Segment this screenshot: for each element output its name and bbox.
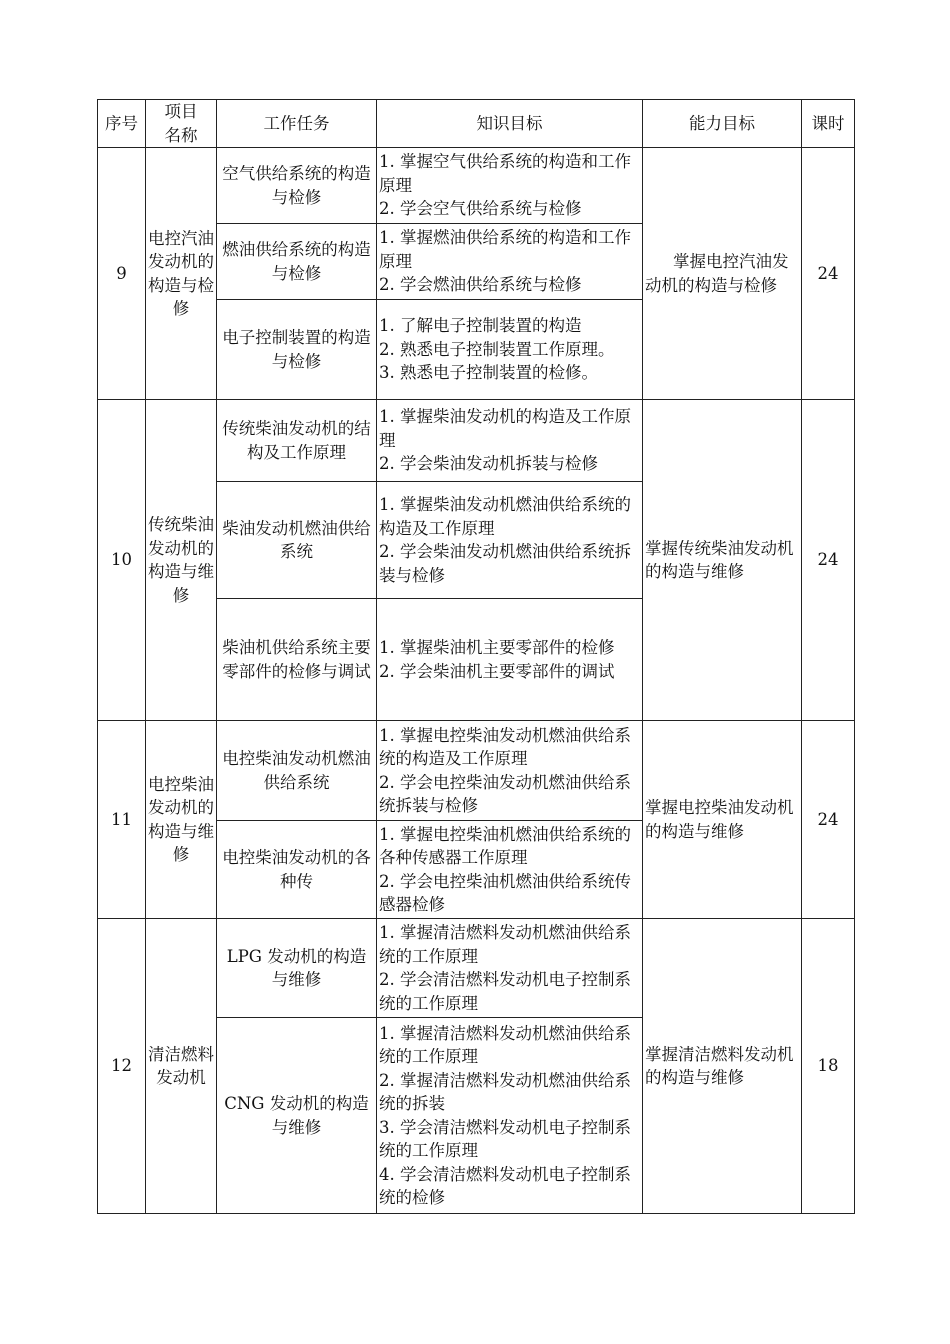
knowledge-item: 2. 学会柴油发动机燃油供给系统拆装与检修 [379, 542, 631, 585]
knowledge-cell [377, 919, 643, 1018]
project-name: 电控柴油发动机的构造与维修 [146, 721, 217, 919]
knowledge-item: 2. 学会燃油供给系统与检修 [379, 275, 582, 295]
knowledge-item: 2. 学会柴油机主要零部件的调试 [379, 661, 615, 681]
knowledge-cell [377, 482, 643, 599]
knowledge-cell [377, 400, 643, 482]
table-row [98, 400, 855, 482]
hours-cell: 24 [802, 400, 855, 721]
task-cell: 空气供给系统的构造与检修 [217, 148, 377, 224]
knowledge-item: 2. 掌握清洁燃料发动机燃油供给系统的拆装 [379, 1070, 631, 1113]
row-number: 12 [98, 919, 146, 1214]
table-row [98, 721, 855, 821]
task-cell: 电子控制装置的构造与检修 [217, 300, 377, 400]
project-name: 电控汽油发动机的构造与检修 [146, 148, 217, 400]
knowledge-item: 4. 学会清洁燃料发动机电子控制系统的检修 [379, 1164, 631, 1207]
task-cell: 柴油机供给系统主要零部件的检修与调试 [217, 599, 377, 721]
knowledge-item: 1. 掌握清洁燃料发动机燃油供给系统的工作原理 [379, 1023, 631, 1066]
row-number: 9 [98, 148, 146, 400]
knowledge-item: 1. 掌握电控柴油机燃油供给系统的各种传感器工作原理 [379, 824, 631, 867]
project-name: 传统柴油发动机的构造与维修 [146, 400, 217, 721]
knowledge-item: 1. 掌握清洁燃料发动机燃油供给系统的工作原理 [379, 923, 631, 966]
task-cell: 电控柴油发动机燃油供给系统 [217, 721, 377, 821]
knowledge-item: 3. 学会清洁燃料发动机电子控制系统的工作原理 [379, 1117, 631, 1160]
table-row [98, 919, 855, 1018]
knowledge-item: 2. 学会柴油发动机拆装与检修 [379, 454, 598, 474]
task-cell: 传统柴油发动机的结构及工作原理 [217, 400, 377, 482]
header-no: 序号 [98, 100, 146, 148]
knowledge-item: 1. 掌握柴油机主要零部件的检修 [379, 638, 615, 657]
knowledge-cell [377, 599, 643, 721]
task-cell: 电控柴油发动机的各种传 [217, 821, 377, 919]
hours-cell: 24 [802, 721, 855, 919]
hours-cell: 18 [802, 919, 855, 1214]
task-cell: LPG 发动机的构造与维修 [217, 919, 377, 1018]
knowledge-item: 2. 学会清洁燃料发动机电子控制系统的工作原理 [379, 970, 631, 1013]
knowledge-item: 3. 熟悉电子控制装置的检修。 [379, 363, 598, 383]
task-cell: 柴油发动机燃油供给系统 [217, 482, 377, 599]
ability-cell: 掌握电控汽油发动机的构造与检修 [643, 148, 802, 400]
knowledge-item: 1. 掌握燃油供给系统的构造和工作原理 [379, 228, 631, 271]
ability-cell: 掌握电控柴油发动机的构造与维修 [643, 721, 802, 919]
knowledge-cell [377, 821, 643, 919]
header-project: 项目名称 [146, 100, 217, 148]
knowledge-item: 1. 掌握空气供给系统的构造和工作原理 [379, 152, 631, 195]
task-cell: CNG 发动机的构造与维修 [217, 1018, 377, 1214]
knowledge-item: 1. 了解电子控制装置的构造 [379, 316, 582, 336]
knowledge-item: 2. 熟悉电子控制装置工作原理。 [379, 339, 615, 359]
knowledge-item: 2. 学会空气供给系统与检修 [379, 199, 582, 219]
knowledge-cell [377, 224, 643, 300]
knowledge-cell [377, 148, 643, 224]
knowledge-item: 2. 学会电控柴油机燃油供给系统传感器检修 [379, 871, 631, 914]
course-table [97, 99, 855, 1214]
header-task: 工作任务 [217, 100, 377, 148]
knowledge-item: 1. 掌握电控柴油发动机燃油供给系统的构造及工作原理 [379, 725, 631, 768]
row-number: 11 [98, 721, 146, 919]
ability-cell: 掌握清洁燃料发动机的构造与维修 [643, 919, 802, 1214]
knowledge-item: 2. 学会电控柴油发动机燃油供给系统拆装与检修 [379, 772, 631, 815]
header-row [98, 100, 855, 148]
row-number: 10 [98, 400, 146, 721]
header-knowledge: 知识目标 [377, 100, 643, 148]
hours-cell: 24 [802, 148, 855, 400]
knowledge-cell [377, 300, 643, 400]
knowledge-cell [377, 1018, 643, 1214]
knowledge-item: 1. 掌握柴油发动机燃油供给系统的构造及工作原理 [379, 495, 631, 538]
table-row [98, 148, 855, 224]
header-ability: 能力目标 [643, 100, 802, 148]
knowledge-item: 1. 掌握柴油发动机的构造及工作原理 [379, 407, 631, 450]
ability-cell: 掌握传统柴油发动机的构造与维修 [643, 400, 802, 721]
task-cell: 燃油供给系统的构造与检修 [217, 224, 377, 300]
project-name: 清洁燃料发动机 [146, 919, 217, 1214]
knowledge-cell [377, 721, 643, 821]
header-hours: 课时 [802, 100, 855, 148]
